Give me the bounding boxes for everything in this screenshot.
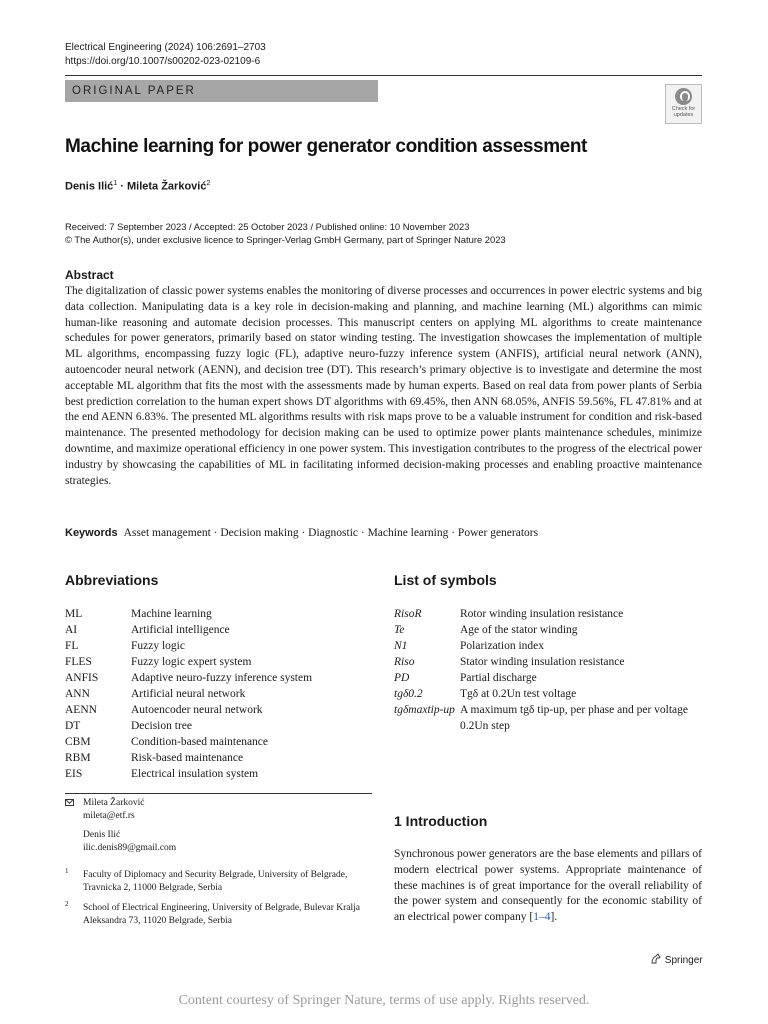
list-item: CBM Condition-based maintenance <box>65 736 269 748</box>
publisher-footer <box>650 953 703 966</box>
list-item: AI Artificial intelligence <box>65 624 230 636</box>
keywords-text: Asset management · Decision making · Diagnostic · Machine learning · Power generators <box>123 527 539 539</box>
keywords-label: Keywords <box>65 527 118 539</box>
second-author-email[interactable]: ilic.denis89@gmail.com <box>83 842 177 853</box>
symbols-list <box>394 606 704 734</box>
author-affil-mark: 2 <box>206 180 211 187</box>
courtesy-notice: Content courtesy of Springer Nature, terms of use apply. Rights reserved. <box>178 993 590 1008</box>
citation-link[interactable]: 1–4 <box>533 911 551 924</box>
list-item: AENN Autoencoder neural network <box>65 704 263 716</box>
abbreviations-heading: Abbreviations <box>65 572 159 588</box>
list-item: RBM Risk-based maintenance <box>65 752 244 764</box>
publication-history <box>65 220 506 246</box>
list-item: Te Age of the stator winding <box>394 624 578 636</box>
journal-citation: Electrical Engineering (2024) 106:2691–2703 <box>65 42 266 53</box>
paper-title: Machine learning for power generator condition assessment <box>65 136 587 157</box>
keywords <box>65 527 538 539</box>
list-item: EIS Electrical insulation system <box>65 768 259 780</box>
list-item: Riso Stator winding insulation resistance <box>394 656 625 668</box>
list-item: DT Decision tree <box>65 720 192 732</box>
springer-horse-icon <box>650 953 662 965</box>
list-item: ML Machine learning <box>65 608 212 620</box>
list-item: tgδmaxtip-up A maximum tgδ tip-up, per phase and per voltage 0.2Un step <box>394 704 689 732</box>
badge-line2: updates <box>673 112 694 118</box>
list-item: FL Fuzzy logic <box>65 640 185 652</box>
author-separator: · <box>117 180 127 193</box>
list-item: N1 Polarization index <box>394 640 544 652</box>
second-author-name: Denis Ilić <box>83 830 121 840</box>
envelope-icon <box>65 799 74 806</box>
affiliation-1: Faculty of Diplomacy and Security Belgrade, University of Belgrade, Travnicka 2, 11000 Belgrade, Serbia <box>83 870 348 893</box>
list-item: ANN Artificial neural network <box>65 688 246 700</box>
dates-line: Received: 7 September 2023 / Accepted: 25 October 2023 / Published online: 10 November 2023 <box>65 221 470 232</box>
affiliation-number: 1 <box>65 867 69 875</box>
publisher-name: Springer <box>664 955 703 966</box>
list-item: RisoR Rotor winding insulation resistance <box>394 608 624 620</box>
correspondence-block <box>83 797 176 854</box>
article-type-banner: ORIGINAL PAPER <box>65 80 378 102</box>
author-affil-mark: 1 <box>113 180 118 187</box>
author-name[interactable]: Mileta Žarković <box>126 180 207 193</box>
header-rule <box>65 75 702 76</box>
symbols-heading: List of symbols <box>394 572 497 588</box>
list-item: tgδ0.2 Tgδ at 0.2Un test voltage <box>394 688 577 700</box>
abbreviations-list <box>65 606 312 782</box>
footnote-separator <box>65 793 372 794</box>
copyright-line: © The Author(s), under exclusive licence to Springer-Verlag GmbH Germany, part of Springer Nature 2023 <box>65 234 506 245</box>
journal-header <box>65 41 266 69</box>
author-list <box>65 180 210 193</box>
abstract-heading: Abstract <box>65 268 114 282</box>
badge-line1: Check for <box>671 106 696 112</box>
abstract-text: The digitalization of classic power systems enables the monitoring of diverse processes and occurrences in power electric systems and big data collection. Manipulating data is a key role in decision-making and planning, and machine learning (ML) algorithms can mimic human-like reasoning and automate decision processes. This manuscript centers on applying ML algorithms to create maintenance schedules for power generators, primarily based on stator winding testing. The investigation showcases the implementation of multiple ML algorithms, encompassing fuzzy logic (FL), adaptive neuro-fuzzy inference system (ANFIS), artificial neural network (ANN), autoencoder neural network (AENN), and decision tree (DT). This research’s primary objective is to investigate and determine the most acceptable ML algorithm that fits the most with the assessments made by human experts. Based on real data from power plants of Serbia best prediction correlation to the human expert shows DT algorithms with 69.45%, then ANN 68.05%, ANFIS 59.56%, FL 47.81% and at the end AENN 6.83%. The presented ML algorithms results with risk maps prove to be a valuable instrument for condition and risk-based maintenance. The presented methodology for decision making can be used to optimize power plants maintenance schedules, minimize downtime, and maximize operational efficiency in one power system. This investigation contributes to the progress of the electrical power industry by showcasing the capabilities of ML in facilitating informed decision-making processes and enabling proactive maintenance strategies. <box>65 285 702 487</box>
author-name[interactable]: Denis Ilić <box>65 180 114 193</box>
corresponding-author-email[interactable]: mileta@etf.rs <box>83 810 135 821</box>
introduction-text: Synchronous power generators are the base elements and pillars of modern electrical power systems. Appropriate maintenance of these machines is of great importance for the overall reliability of the power system and consequently for the economic stability of an electrical power company [1–4]. <box>394 848 702 924</box>
corresponding-author-name: Mileta Žarković <box>83 798 145 808</box>
journal-doi[interactable]: https://doi.org/10.1007/s00202-023-02109-6 <box>65 56 261 67</box>
list-item: ANFIS Adaptive neuro-fuzzy inference system <box>65 672 313 684</box>
list-item: FLES Fuzzy logic expert system <box>65 656 252 668</box>
list-item: PD Partial discharge <box>394 672 537 684</box>
check-for-updates-icon <box>675 88 692 105</box>
check-for-updates-badge[interactable] <box>665 84 702 124</box>
affiliation-2: School of Electrical Engineering, University of Belgrade, Bulevar Kralja Aleksandra 73, 11020 Belgrade, Serbia <box>83 903 360 926</box>
affiliation-number: 2 <box>65 900 69 908</box>
introduction-heading: 1 Introduction <box>394 813 488 829</box>
